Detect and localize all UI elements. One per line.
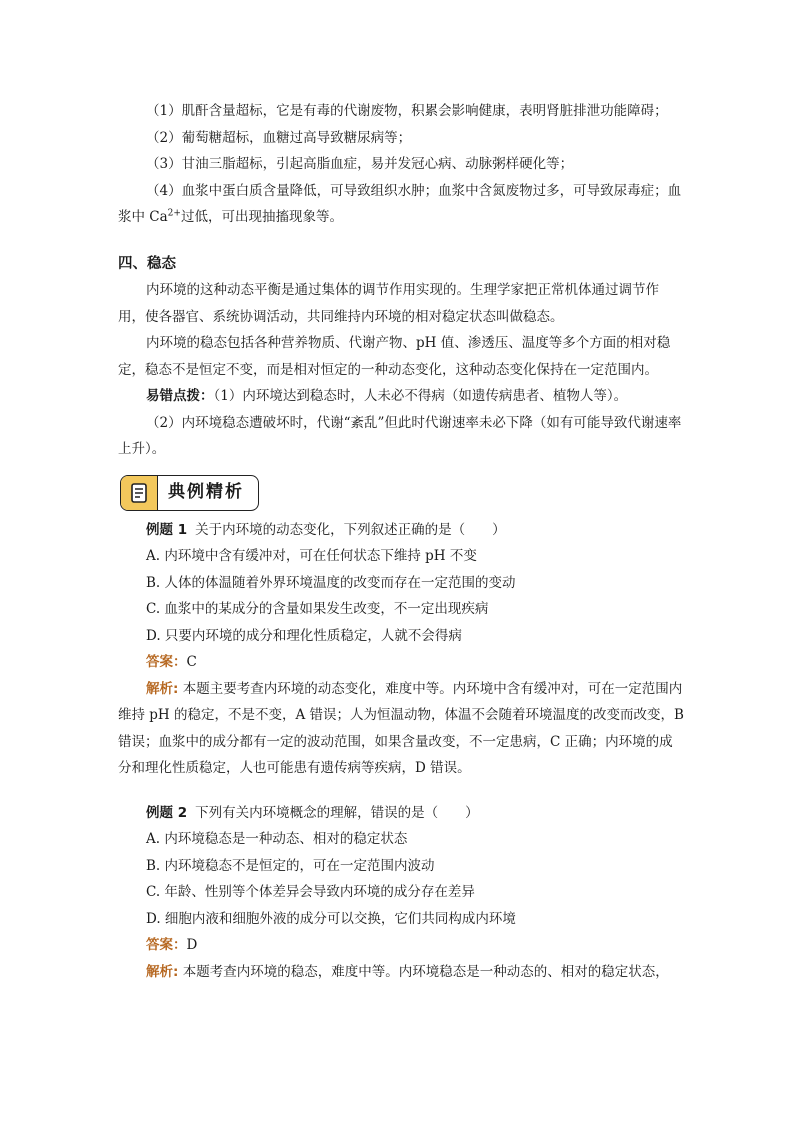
document-icon <box>121 476 158 510</box>
list-item-glucose: （2）葡萄糖超标，血糖过高导致糖尿病等； <box>146 129 412 146</box>
list-item-plasma-text-3: 过低，可出现抽搐现象等。 <box>180 209 343 225</box>
example-2-answer <box>118 932 684 959</box>
list-item-creatinine: （1）肌酐含量超标，它是有毒的代谢废物，积累会影响健康，表明肾脏排泄功能障碍； <box>146 103 668 119</box>
tip-text-1: （1）内环境达到稳态时，人未必不得病（如遗传病患者、植物人等）。 <box>213 388 628 404</box>
section-heading: 四、稳态 <box>118 255 176 272</box>
tip-label: 易错点拨： <box>146 388 214 404</box>
analysis-label: 解析: <box>146 680 179 697</box>
analysis-label: 解析: <box>146 963 179 980</box>
paragraph-homeostasis-scope: 内环境的稳态包括各种营养物质、代谢产物、pH 值、渗透压、温度等多个方面的相对稳定，稳态不是恒定不变，而是相对恒定的一种动态变化，这种动态变化保持在一定范围内。 <box>118 335 671 378</box>
example-1-question <box>118 517 684 544</box>
example-2-option-d: D. 细胞内液和细胞外液的成分可以交换，它们共同构成内环境 <box>146 910 516 927</box>
list-item-plasma <box>118 178 684 231</box>
example-2-option-a: A. 内环境稳态是一种动态、相对的稳定状态 <box>146 831 408 847</box>
example-1-option-a: A. 内环境中含有缓冲对，可在任何状态下维持 pH 不变 <box>146 548 477 564</box>
example-1-label: 例题 1 <box>146 521 188 538</box>
example-2-label: 例题 2 <box>146 804 188 821</box>
list-item-plasma-text-2: 血浆中 Ca <box>118 182 682 225</box>
example-2-answer-value: D <box>186 937 198 953</box>
example-1-analysis-text: 本题主要考查内环境的动态变化，难度中等。内环境中含有缓冲对，可在一定范围内维持 pH 的稳定，不是不变，A 错误；人为恒温动物，体温不会随着环境温度的改变而改变，B 错误；血浆中的成分都有一定的波动范围，如果含量改变，不一定患病，C 正确；内环境的成分和理化性质稳定，人也可能患有遗传病等疾病，D 错误。 <box>118 680 684 776</box>
example-1-option-c: C. 血浆中的某成分的含量如果发生改变，不一定出现疾病 <box>146 601 489 617</box>
example-2-option-b: B. 内环境稳态不是恒定的，可在一定范围内波动 <box>146 857 435 874</box>
list-item-plasma-text: （4）血浆中蛋白质含量降低，可导致组织水肿；血浆中含氮废物过多，可导致尿毒症； <box>146 182 668 199</box>
example-1-option-d: D. 只要内环境的成分和理化性质稳定，人就不会得病 <box>146 627 462 644</box>
example-section-title: 典例精析 <box>168 482 244 503</box>
answer-label: 答案： <box>146 937 187 953</box>
example-1-analysis <box>118 676 684 782</box>
example-2-analysis <box>118 959 684 986</box>
example-2-question-text: 下列有关内环境概念的理解，错误的是（ ） <box>195 804 479 821</box>
example-2-question <box>118 800 684 827</box>
tip-paragraph-1 <box>118 383 684 410</box>
paragraph-homeostasis-definition: 内环境的这种动态平衡是通过集体的调节作用实现的。生理学家把正常机体通过调节作用，使各器官、系统协调活动，共同维持内环境的相对稳定状态叫做稳态。 <box>118 282 659 325</box>
example-1-answer-value: C <box>186 654 197 670</box>
tip-paragraph-2: （2）内环境稳态遭破坏时，代谢“紊乱”但此时代谢速率未必下降（如有可能导致代谢速率上升）。 <box>118 414 682 457</box>
example-2-option-c: C. 年龄、性别等个体差异会导致内环境的成分存在差异 <box>146 884 475 900</box>
example-2-analysis-text: 本题考查内环境的稳态，难度中等。内环境稳态是一种动态的、相对的稳定状态， <box>178 963 669 980</box>
list-item-triglyceride: （3）甘油三脂超标，引起高脂血症，易并发冠心病、动脉粥样硬化等； <box>146 156 574 172</box>
example-1-option-b: B. 人体的体温随着外界环境温度的改变而存在一定范围的变动 <box>146 574 516 591</box>
page-content <box>118 98 684 985</box>
example-1-question-text: 关于内环境的动态变化，下列叙述正确的是（ ） <box>195 521 506 538</box>
example-1-answer <box>118 649 684 676</box>
calcium-superscript: 2+ <box>167 208 181 219</box>
answer-label: 答案： <box>146 654 187 670</box>
example-section-header <box>120 475 259 511</box>
